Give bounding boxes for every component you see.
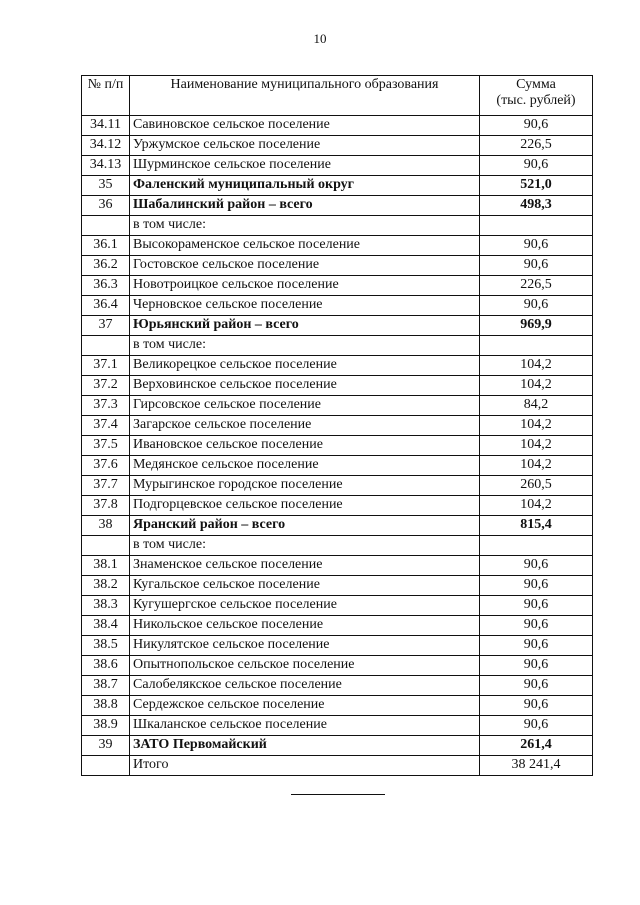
row-name: Гостовское сельское поселение (130, 256, 480, 276)
row-number: 37.3 (82, 396, 130, 416)
row-number: 37.5 (82, 436, 130, 456)
row-sum: 815,4 (480, 516, 593, 536)
row-name: Яранский район – всего (130, 516, 480, 536)
row-name: Сердежское сельское поселение (130, 696, 480, 716)
row-number: 37.1 (82, 356, 130, 376)
row-sum: 90,6 (480, 616, 593, 636)
table-row (82, 496, 593, 516)
row-number: 38.5 (82, 636, 130, 656)
row-name: Савиновское сельское поселение (130, 116, 480, 136)
row-sum: 84,2 (480, 396, 593, 416)
header-number: № п/п (82, 76, 130, 116)
row-number: 38.2 (82, 576, 130, 596)
page-number: 10 (313, 31, 327, 46)
row-sum: 90,6 (480, 556, 593, 576)
row-sum: 90,6 (480, 296, 593, 316)
row-number: 36.3 (82, 276, 130, 296)
table-row (82, 236, 593, 256)
table-row (82, 116, 593, 136)
table-row (82, 316, 593, 336)
row-number: 34.11 (82, 116, 130, 136)
row-name: в том числе: (130, 336, 480, 356)
row-number: 38.1 (82, 556, 130, 576)
header-sum-title: Сумма (516, 77, 556, 92)
row-sum: 90,6 (480, 656, 593, 676)
table-row (82, 476, 593, 496)
row-name: ЗАТО Первомайский (130, 736, 480, 756)
row-sum: 104,2 (480, 416, 593, 436)
row-name: в том числе: (130, 536, 480, 556)
row-number (82, 216, 130, 236)
row-number: 36.2 (82, 256, 130, 276)
row-number: 38.6 (82, 656, 130, 676)
table-row (82, 336, 593, 356)
table-row (82, 216, 593, 236)
table-row (82, 736, 593, 756)
row-sum: 261,4 (480, 736, 593, 756)
table-row (82, 296, 593, 316)
row-sum (480, 536, 593, 556)
row-name: Великорецкое сельское поселение (130, 356, 480, 376)
row-name: Знаменское сельское поселение (130, 556, 480, 576)
header-name: Наименование муниципального образования (130, 76, 480, 116)
row-number: 35 (82, 176, 130, 196)
table-row (82, 436, 593, 456)
row-name: Никольское сельское поселение (130, 616, 480, 636)
row-sum: 104,2 (480, 436, 593, 456)
header-sum-unit: (тыс. рублей) (496, 93, 576, 108)
table-row (82, 536, 593, 556)
row-sum: 90,6 (480, 576, 593, 596)
row-number: 37.2 (82, 376, 130, 396)
row-number: 37.4 (82, 416, 130, 436)
row-number: 36.4 (82, 296, 130, 316)
row-number: 37.6 (82, 456, 130, 476)
row-name: Медянское сельское поселение (130, 456, 480, 476)
table-row (82, 396, 593, 416)
row-name: Опытнопольское сельское поселение (130, 656, 480, 676)
row-number: 38.8 (82, 696, 130, 716)
row-name: Уржумское сельское поселение (130, 136, 480, 156)
row-sum (480, 216, 593, 236)
row-number: 37.8 (82, 496, 130, 516)
row-name: Кугальское сельское поселение (130, 576, 480, 596)
row-number: 37.7 (82, 476, 130, 496)
row-number: 38 (82, 516, 130, 536)
table-row (82, 576, 593, 596)
row-sum: 226,5 (480, 136, 593, 156)
row-number: 34.13 (82, 156, 130, 176)
table-row (82, 196, 593, 216)
table-row (82, 676, 593, 696)
row-sum: 90,6 (480, 116, 593, 136)
table-row (82, 176, 593, 196)
row-name: Итого (130, 756, 480, 776)
row-name: Ивановское сельское поселение (130, 436, 480, 456)
row-number: 38.4 (82, 616, 130, 636)
table-row (82, 696, 593, 716)
table-row (82, 756, 593, 776)
row-number: 38.9 (82, 716, 130, 736)
row-number (82, 336, 130, 356)
row-name: Шкаланское сельское поселение (130, 716, 480, 736)
row-number (82, 536, 130, 556)
table-row (82, 596, 593, 616)
table-row (82, 716, 593, 736)
table-row (82, 656, 593, 676)
table-row (82, 276, 593, 296)
header-sum (480, 76, 593, 116)
table-row (82, 136, 593, 156)
row-sum (480, 336, 593, 356)
row-number: 34.12 (82, 136, 130, 156)
row-name: Верховинское сельское поселение (130, 376, 480, 396)
row-sum: 90,6 (480, 236, 593, 256)
row-number: 39 (82, 736, 130, 756)
table-row (82, 556, 593, 576)
table-row (82, 256, 593, 276)
row-number: 36.1 (82, 236, 130, 256)
row-number (82, 756, 130, 776)
row-name: Фаленский муниципальный округ (130, 176, 480, 196)
row-sum: 90,6 (480, 716, 593, 736)
row-sum: 104,2 (480, 376, 593, 396)
row-sum: 90,6 (480, 156, 593, 176)
row-name: Черновское сельское поселение (130, 296, 480, 316)
row-sum: 226,5 (480, 276, 593, 296)
row-sum: 38 241,4 (480, 756, 593, 776)
row-sum: 260,5 (480, 476, 593, 496)
row-name: Подгорцевское сельское поселение (130, 496, 480, 516)
table-row (82, 616, 593, 636)
row-sum: 90,6 (480, 256, 593, 276)
row-number: 37 (82, 316, 130, 336)
row-sum: 90,6 (480, 676, 593, 696)
table-row (82, 156, 593, 176)
row-name: Мурыгинское городское поселение (130, 476, 480, 496)
table-header-row (82, 76, 593, 116)
row-sum: 521,0 (480, 176, 593, 196)
row-name: в том числе: (130, 216, 480, 236)
row-number: 38.7 (82, 676, 130, 696)
closing-divider (291, 794, 385, 795)
row-name: Загарское сельское поселение (130, 416, 480, 436)
row-sum: 104,2 (480, 496, 593, 516)
table-body (82, 116, 593, 776)
row-sum: 104,2 (480, 356, 593, 376)
table-row (82, 416, 593, 436)
row-sum: 498,3 (480, 196, 593, 216)
row-name: Юрьянский район – всего (130, 316, 480, 336)
table-row (82, 516, 593, 536)
row-sum: 90,6 (480, 636, 593, 656)
row-name: Салобелякское сельское поселение (130, 676, 480, 696)
row-name: Кугушергское сельское поселение (130, 596, 480, 616)
row-name: Шабалинский район – всего (130, 196, 480, 216)
row-sum: 104,2 (480, 456, 593, 476)
row-name: Никулятское сельское поселение (130, 636, 480, 656)
row-sum: 90,6 (480, 596, 593, 616)
row-number: 38.3 (82, 596, 130, 616)
row-name: Шурминское сельское поселение (130, 156, 480, 176)
table-row (82, 636, 593, 656)
budget-table (81, 75, 593, 776)
row-name: Новотроицкое сельское поселение (130, 276, 480, 296)
row-sum: 90,6 (480, 696, 593, 716)
row-number: 36 (82, 196, 130, 216)
table-row (82, 456, 593, 476)
table-row (82, 376, 593, 396)
table-row (82, 356, 593, 376)
row-name: Высокораменское сельское поселение (130, 236, 480, 256)
row-name: Гирсовское сельское поселение (130, 396, 480, 416)
row-sum: 969,9 (480, 316, 593, 336)
